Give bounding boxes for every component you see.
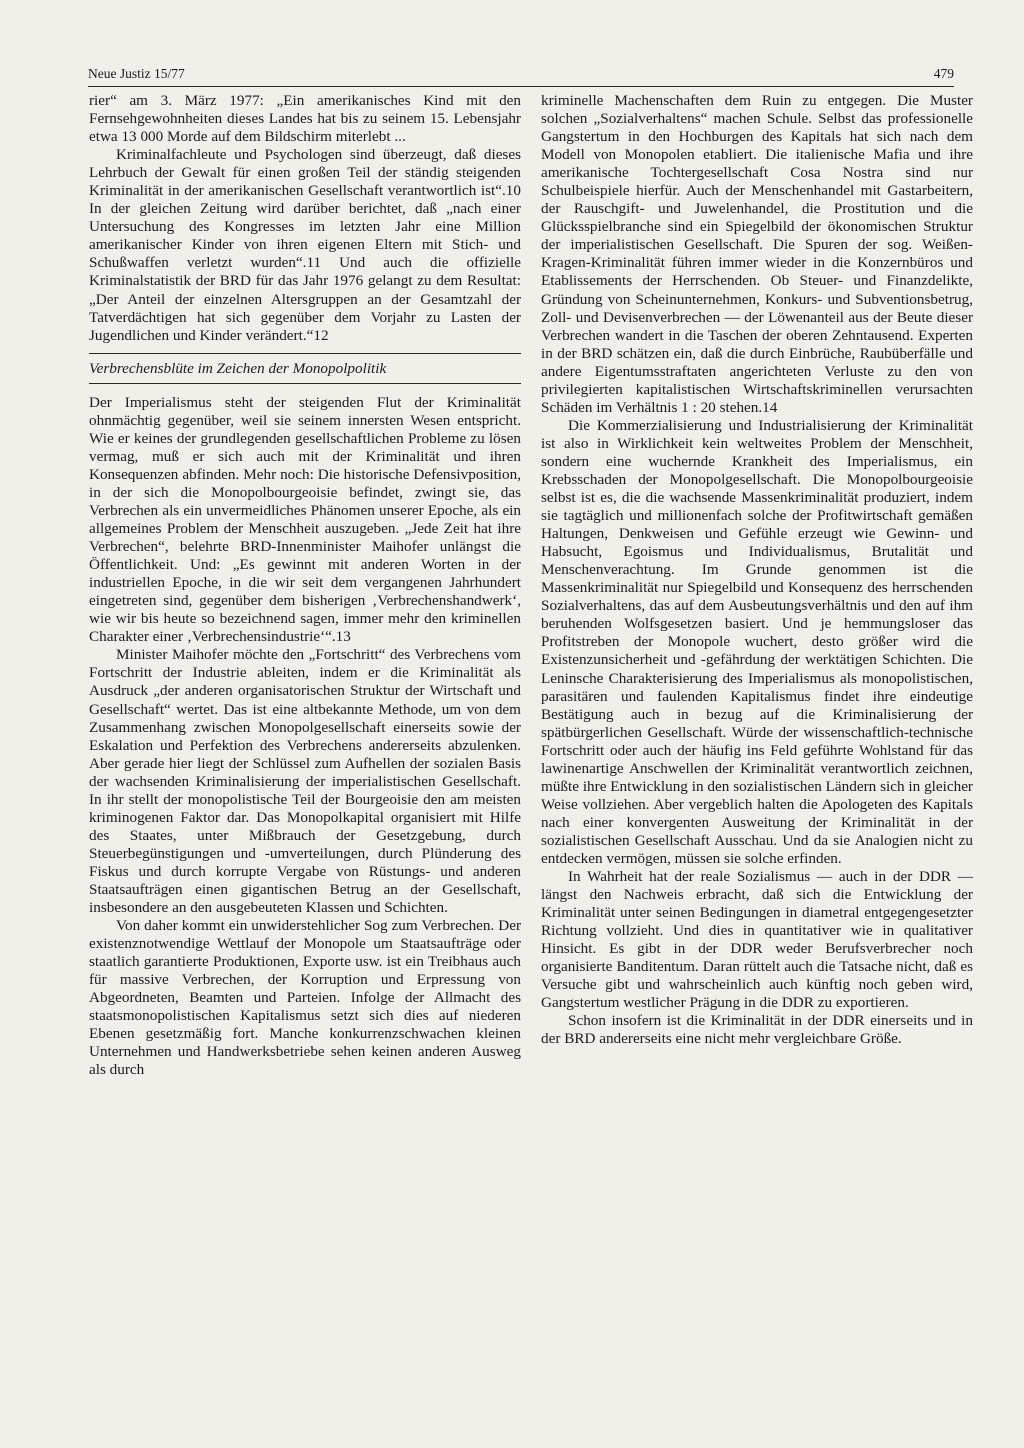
paragraph: rier“ am 3. März 1977: „Ein amerikanisches Kind mit den Fernsehgewohnheiten dieses Landes hat bis zu seinem 15. Lebensjahr etwa 13 000 Morde auf dem Bildschirm miterlebt ... — [89, 92, 521, 146]
section-heading-block — [89, 353, 521, 384]
paragraph: Schon insofern ist die Kriminalität in der DDR einerseits und in der BRD andererseits eine nicht mehr vergleichbare Größe. — [541, 1012, 973, 1048]
paragraph: Minister Maihofer möchte den „Fortschritt“ des Verbrechens vom Fortschritt der Industrie ableiten, indem er die Kriminalität als Ausdruck „der anderen organisatorischen Struktur der Wirtschaft und Gesellschaft“ wertet. Das ist eine altbekannte Methode, um von dem Zusammenhang zwischen Monopolgesellschaft einerseits sowie der Eskalation und Perfektion des Verbrechens andererseits abzulenken. Aber gerade hier liegt der Schlüssel zum Aufhellen der sozialen Basis der wachsenden Kriminalisierung der imperialistischen Gesellschaft. In ihr stellt der monopolistische Teil der Bourgeoisie den am meisten kriminogenen Faktor dar. Das Monopolkapital organisiert mit Hilfe des Staates, unter Mißbrauch der Gesetzgebung, durch Steuerbegünstigungen und -umverteilungen, durch Plünderung des Fiskus und durch korrupte Vergabe von Rüstungs- und anderen Staatsaufträgen einen gigantischen Betrug an der Gesellschaft, insbesondere an den ausgebeuteten Klassen und Schichten. — [89, 646, 521, 917]
journal-title: Neue Justiz 15/77 — [88, 66, 185, 81]
left-column — [89, 92, 521, 1079]
paragraph: Von daher kommt ein unwiderstehlicher Sog zum Verbrechen. Der existenznotwendige Wettlauf der Monopole um Staatsaufträge oder staatlich garantierte Produktionen, Exporte usw. ist ein Treibhaus auch für massive Verbrechen, der Korruption und Erpressung von Abgeordneten, Beamten und Parteien. Infolge der Allmacht des staatsmonopolistischen Kapitalismus setzt sich dies auf niederen Ebenen gesetzmäßig fort. Manche konkurrenzschwachen kleinen Unternehmen und Handwerksbetriebe sehen keinen anderen Ausweg als durch — [89, 917, 521, 1079]
divider — [89, 383, 521, 384]
running-header — [88, 62, 954, 87]
section-heading: Verbrechensblüte im Zeichen der Monopolpolitik — [89, 359, 387, 377]
paragraph: In Wahrheit hat der reale Sozialismus — auch in der DDR — längst den Nachweis erbracht, daß sich die Entwicklung der Kriminalität unter seinen Bedingungen in diametral entgegengesetzter Richtung vollzieht. Und dies in quantitativer wie in qualitativer Hinsicht. Es gibt in der DDR weder Berufsverbrecher noch organisierte Banditentum. Daran rüttelt auch die Tatsache nicht, daß es Versuche gibt und wahrscheinlich auch künftig noch geben wird, Gangstertum westlicher Prägung in die DDR zu exportieren. — [541, 868, 973, 1012]
paragraph: Kriminalfachleute und Psychologen sind überzeugt, daß dieses Lehrbuch der Gewalt für einen großen Teil der ständig steigenden Kriminalität in der amerikanischen Gesellschaft verantwortlich ist“.10 In der gleichen Zeitung wird darüber berichtet, daß „nach einer Untersuchung des Kongresses im letzten Jahr eine Million amerikanischer Kinder von ihren eigenen Eltern mit Stich- und Schußwaffen verletzt wurden“.11 Und auch die offizielle Kriminalstatistik der BRD für das Jahr 1976 gelangt zu dem Resultat: „Der Anteil der einzelnen Altersgruppen an der Gesamtzahl der Tatverdächtigen hat sich gegenüber dem Vorjahr zu Lasten der Jugendlichen und Kinder verändert.“12 — [89, 146, 521, 344]
paragraph: kriminelle Machenschaften dem Ruin zu entgegen. Die Muster solchen „Sozialverhaltens“ machen Schule. Selbst das professionelle Gangstertum in den Hochburgen des Kapitals hat sich nach dem Modell von Monopolen etabliert. Die italienische Mafia und ihre amerikanische Tochtergesellschaft Cosa Nostra sind nur Schulbeispiele hierfür. Auch der Menschenhandel mit Gastarbeitern, der Rauschgift- und Juwelenhandel, die Prostitution und die Glücksspielbranche sind ein Spiegelbild der ökonomischen Struktur der imperialistischen Gesellschaft. Die Spuren der sog. Weißen-Kragen-Kriminalität führen immer wieder in die Konzernbüros und Etablissements der Herrschenden. Ob Steuer- und Finanzdelikte, Gründung von Scheinunternehmen, Konkurs- und Subventionsbetrug, Zoll- und Devisenverbrechen — der Löwenanteil aus der Beute dieser Verbrechen wandert in die Taschen der oberen Zehntausend. Experten in der BRD schätzen ein, daß die durch Einbrüche, Raubüberfälle und andere Eigentumsstraftaten angerichteten Verluste zu den von privilegierten kapitalistischen Wirtschaftskriminellen verursachten Schäden im Verhältnis 1 : 20 stehen.14 — [541, 92, 973, 416]
paragraph: Die Kommerzialisierung und Industrialisierung der Kriminalität ist also in Wirklichkeit kein weltweites Problem der Menschheit, sondern eine wuchernde Krankheit des Imperialismus, ein Krebsschaden der Monopolgesellschaft. Die Monopolbourgeoisie selbst ist es, die die wachsende Massenkriminalität produziert, indem sie tagtäglich und millionenfach solche der Profitwirtschaft gemäßen Haltungen, Denkweisen und Gefühle erzeugt wie Gewinn- und Habsucht, Egoismus und Individualismus, Brutalität und Menschenverachtung. Im Grunde genommen ist die Massenkriminalität nur Spiegelbild und Konsequenz des herrschenden Sozialverhaltens, das auf dem Ausbeutungsverhältnis und den auf ihm beruhenden Wolfsgesetzen basiert. Und je hemmungsloser das Profitstreben der Monopole wuchert, desto größer wird die Existenzunsicherheit und -gefährdung der werktätigen Schichten. Die Leninsche Charakterisierung des Imperialismus als monopolistischen, parasitären und faulenden Kapitalismus findet ihre eindeutige Bestätigung auch in bezug auf die Kriminalisierung der spätbürgerlichen Gesellschaft. Würde der wissenschaftlich-technische Fortschritt oder auch der häufig ins Feld geführte Wohlstand für das lawinenartige Anschwellen der Kriminalität verantwortlich zeichnen, müßte ihre Entwicklung in den sozialistischen Ländern sich in gleicher Weise vollziehen. Aber vergeblich halten die Apologeten des Kapitals nach einer konvergenten Ausweitung der Kriminalität in der sozialistischen Gesellschaft Ausschau. Und da sie Analogien nicht zu entdecken vermögen, müssen sie solche erfinden. — [541, 416, 973, 867]
right-column — [541, 92, 973, 1048]
page-number: 479 — [933, 66, 954, 81]
paragraph: Der Imperialismus steht der steigenden Flut der Kriminalität ohnmächtig gegenüber, weil sie seinem innersten Wesen entspricht. Wie er keines der grundlegenden gesellschaftlichen Probleme zu lösen vermag, muß er sich auch mit der Kriminalität und ihren Konsequenzen abfinden. Mehr noch: Die historische Defensivposition, in der sich die Monopolbourgeoisie befindet, zwingt sie, das Verbrechen als ein unvermeidliches Phänomen unserer Epoche, als ein allgemeines Problem der Menschheit auszugeben. „Jede Zeit hat ihre Verbrechen“, belehrte BRD-Innenminister Maihofer unlängst die Öffentlichkeit. Und: „Es gewinnt mit anderen Worten in der industriellen Epoche, in die wir seit dem vergangenen Jahrhundert eingetreten sind, gegenüber dem bisherigen ‚Verbrechenshandwerk‘, wie wir bis heute so bezeichnend sagen, immer mehr den kriminellen Charakter einer ‚Verbrechensindustrie‘“.13 — [89, 393, 521, 646]
